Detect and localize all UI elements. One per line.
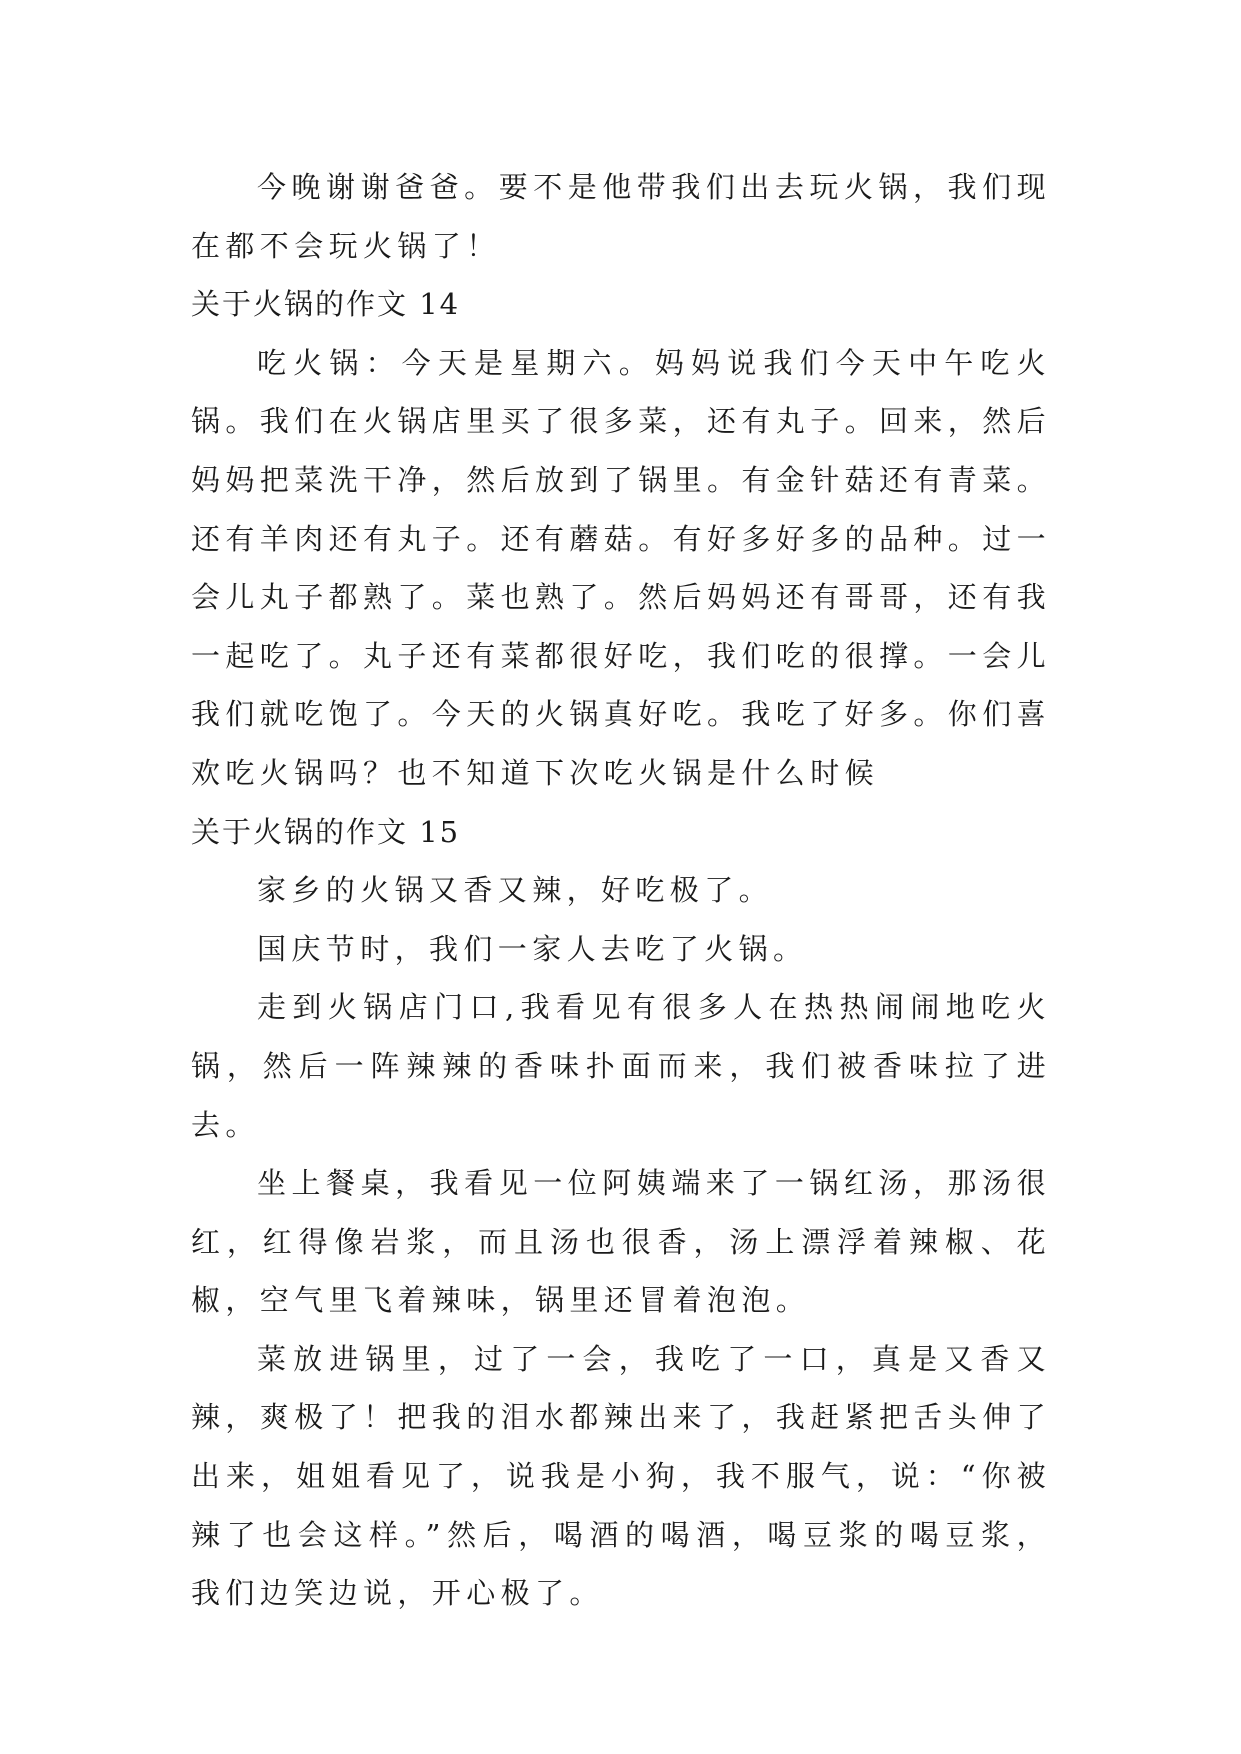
paragraph: 菜放进锅里，过了一会，我吃了一口，真是又香又辣，爽极了！把我的泪水都辣出来了，我赶紧把舌头伸了出来，姐姐看见了，说我是小狗，我不服气，说：“你被辣了也会这样。”然后，喝酒的喝酒，喝豆浆的喝豆浆，我们边笑边说，开心极了。 — [191, 1341, 1052, 1611]
section-heading: 关于火锅的作文 14 — [191, 287, 461, 322]
section-heading: 关于火锅的作文 15 — [191, 814, 461, 849]
paragraph: 家乡的火锅又香又辣，好吃极了。 — [257, 873, 774, 908]
paragraph: 走到火锅店门口,我看见有很多人在热热闹闹地吃火锅，然后一阵辣辣的香味扑面而来，我们被香味拉了进去。 — [191, 990, 1051, 1142]
paragraph: 坐上餐桌，我看见一位阿姨端来了一锅红汤，那汤很红，红得像岩浆，而且汤也很香，汤上漂浮着辣椒、花椒，空气里飞着辣味，锅里还冒着泡泡。 — [191, 1166, 1051, 1318]
paragraph: 国庆节时，我们一家人去吃了火锅。 — [257, 931, 808, 966]
paragraph: 吃火锅：今天是星期六。妈妈说我们今天中午吃火锅。我们在火锅店里买了很多菜，还有丸子。回来，然后妈妈把菜洗干净，然后放到了锅里。有金针菇还有青菜。还有羊肉还有丸子。还有蘑菇。有好多好多的品种。过一会儿丸子都熟了。菜也熟了。然后妈妈还有哥哥，还有我一起吃了。丸子还有菜都很好吃，我们吃的很撑。一会儿我们就吃饱了。今天的火锅真好吃。我吃了好多。你们喜欢吃火锅吗？也不知道下次吃火锅是什么时候 — [191, 345, 1052, 790]
document-body — [191, 158, 1051, 1623]
paragraph: 今晚谢谢爸爸。要不是他带我们出去玩火锅，我们现在都不会玩火锅了！ — [191, 170, 1051, 263]
